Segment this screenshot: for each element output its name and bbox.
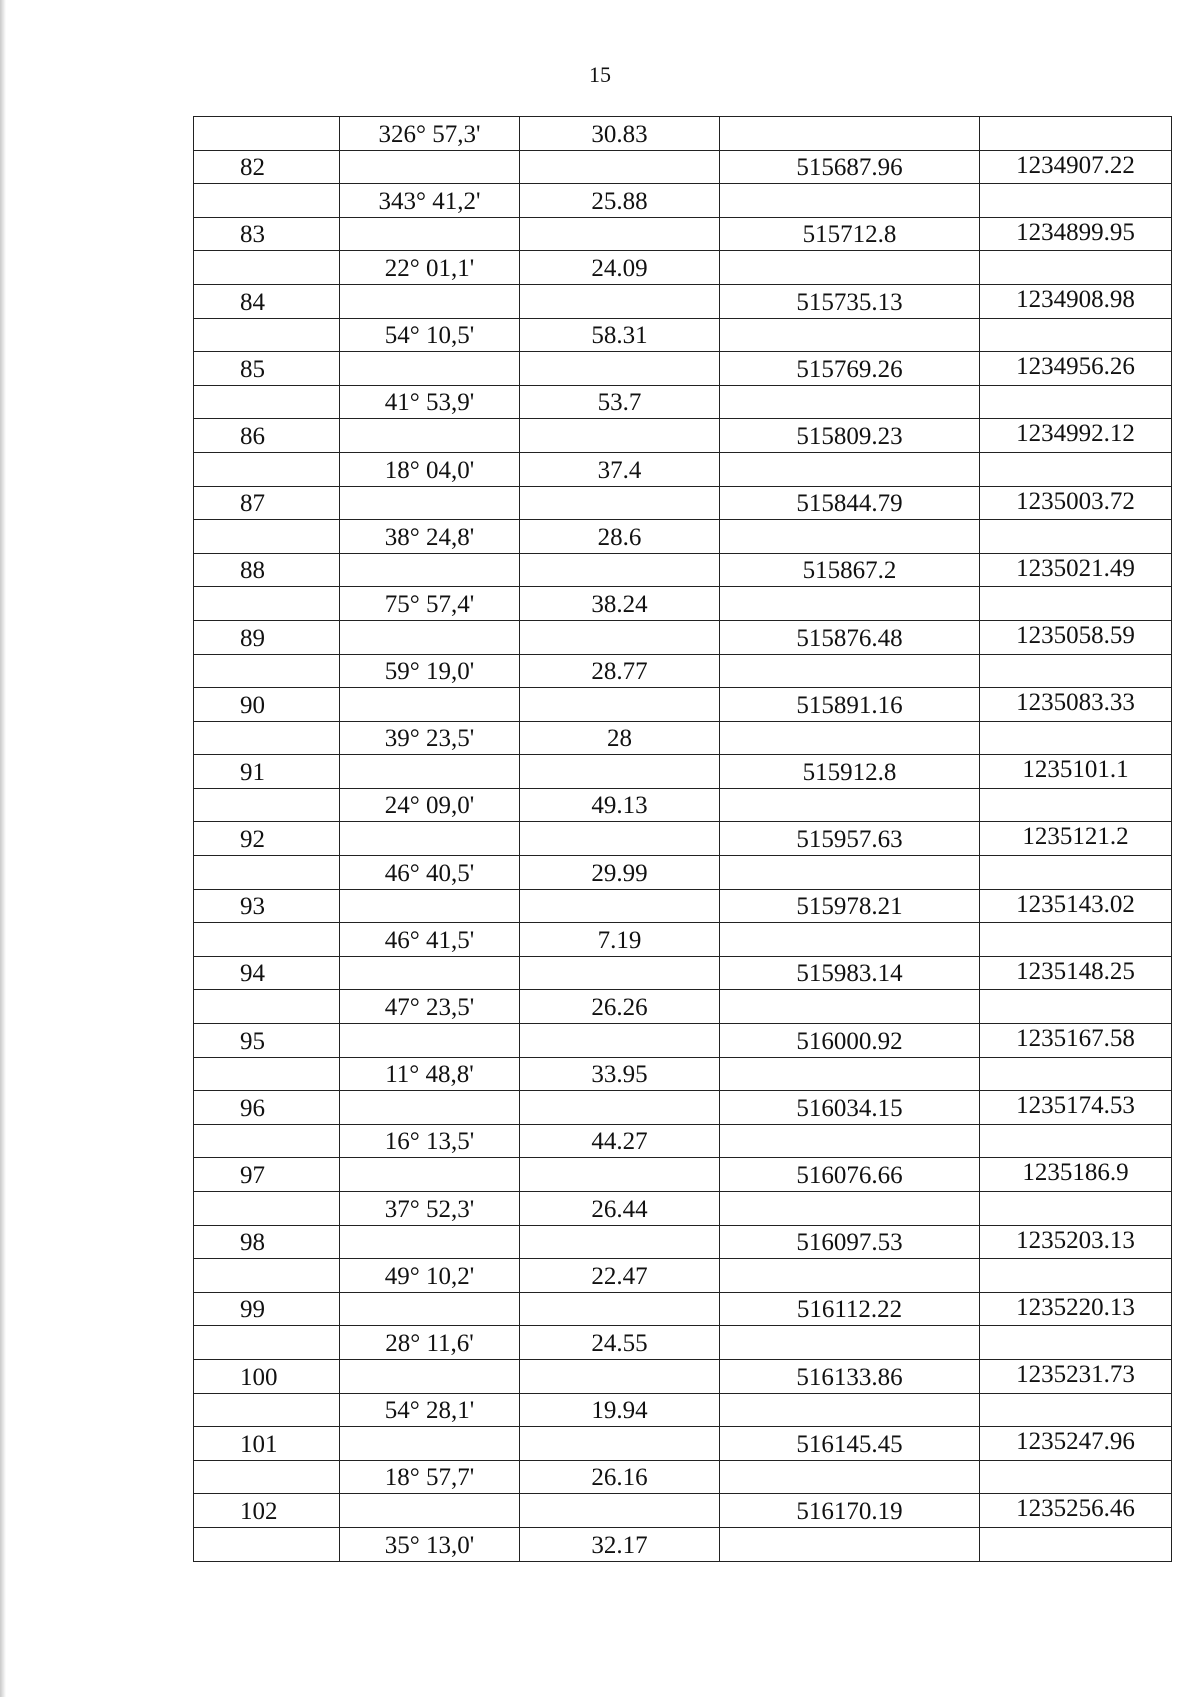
table-body [194,117,1172,1562]
x-coordinate-cell: 516034.15 [720,1091,980,1125]
x-coordinate-cell [720,654,980,688]
point-number-cell [194,520,340,554]
direction-angle-cell [340,1024,520,1058]
table-row [194,1393,1172,1427]
direction-angle-cell: 54° 10,5' [340,318,520,352]
point-number-cell: 87 [194,486,340,520]
x-coordinate-cell [720,990,980,1024]
direction-angle-cell: 54° 28,1' [340,1393,520,1427]
x-coordinate-cell: 516112.22 [720,1292,980,1326]
y-coordinate-cell [980,1527,1172,1561]
point-number-cell: 100 [194,1359,340,1393]
y-coordinate-cell: 1234908.98 [980,284,1172,318]
x-coordinate-cell [720,1326,980,1360]
page-number: 15 [589,62,611,87]
y-coordinate-cell [980,587,1172,621]
distance-cell: 28.6 [520,520,720,554]
y-coordinate-cell [980,654,1172,688]
table-row [194,990,1172,1024]
distance-cell [520,620,720,654]
table-row [194,889,1172,923]
distance-cell: 53.7 [520,385,720,419]
y-coordinate-cell: 1235186.9 [980,1158,1172,1192]
y-coordinate-cell: 1234907.22 [980,150,1172,184]
direction-angle-cell: 38° 24,8' [340,520,520,554]
y-coordinate-cell [980,318,1172,352]
point-number-cell [194,654,340,688]
direction-angle-cell [340,1427,520,1461]
x-coordinate-cell [720,923,980,957]
table-row [194,1057,1172,1091]
point-number-cell [194,788,340,822]
point-number-cell [194,1393,340,1427]
distance-cell: 25.88 [520,184,720,218]
distance-cell: 22.47 [520,1259,720,1293]
point-number-cell [194,318,340,352]
x-coordinate-cell: 515844.79 [720,486,980,520]
point-number-cell [194,452,340,486]
point-number-cell: 93 [194,889,340,923]
table-row [194,721,1172,755]
distance-cell: 28 [520,721,720,755]
point-number-cell [194,923,340,957]
table-row [194,1158,1172,1192]
point-number-cell: 102 [194,1494,340,1528]
point-number-cell [194,1057,340,1091]
table-row [194,688,1172,722]
distance-cell [520,419,720,453]
direction-angle-cell [340,419,520,453]
y-coordinate-cell: 1235231.73 [980,1359,1172,1393]
direction-angle-cell: 16° 13,5' [340,1124,520,1158]
distance-cell: 49.13 [520,788,720,822]
x-coordinate-cell: 515735.13 [720,284,980,318]
direction-angle-cell [340,1494,520,1528]
point-number-cell: 92 [194,822,340,856]
x-coordinate-cell: 516097.53 [720,1225,980,1259]
distance-cell [520,1024,720,1058]
distance-cell: 26.44 [520,1192,720,1226]
x-coordinate-cell [720,856,980,890]
distance-cell: 19.94 [520,1393,720,1427]
distance-cell: 33.95 [520,1057,720,1091]
table-row [194,150,1172,184]
y-coordinate-cell: 1234956.26 [980,352,1172,386]
direction-angle-cell: 326° 57,3' [340,117,520,151]
direction-angle-cell [340,486,520,520]
direction-angle-cell [340,1091,520,1125]
point-number-cell [194,1124,340,1158]
x-coordinate-cell [720,117,980,151]
distance-cell [520,1225,720,1259]
table-row [194,822,1172,856]
point-number-cell: 89 [194,620,340,654]
table-row [194,352,1172,386]
y-coordinate-cell: 1235203.13 [980,1225,1172,1259]
x-coordinate-cell: 515867.2 [720,553,980,587]
direction-angle-cell: 343° 41,2' [340,184,520,218]
table-row [194,184,1172,218]
x-coordinate-cell [720,184,980,218]
distance-cell: 26.26 [520,990,720,1024]
y-coordinate-cell [980,1057,1172,1091]
direction-angle-cell [340,889,520,923]
distance-cell: 38.24 [520,587,720,621]
x-coordinate-cell: 515876.48 [720,620,980,654]
direction-angle-cell: 18° 57,7' [340,1460,520,1494]
scan-edge-shadow [0,0,6,1697]
direction-angle-cell [340,217,520,251]
y-coordinate-cell [980,721,1172,755]
direction-angle-cell: 46° 41,5' [340,923,520,957]
table-row [194,587,1172,621]
distance-cell [520,1158,720,1192]
point-number-cell: 90 [194,688,340,722]
y-coordinate-cell: 1235083.33 [980,688,1172,722]
x-coordinate-cell [720,587,980,621]
point-number-cell: 82 [194,150,340,184]
y-coordinate-cell [980,117,1172,151]
table-row [194,1225,1172,1259]
direction-angle-cell: 59° 19,0' [340,654,520,688]
table-row [194,284,1172,318]
point-number-cell [194,184,340,218]
distance-cell [520,822,720,856]
x-coordinate-cell [720,1393,980,1427]
table-row [194,251,1172,285]
x-coordinate-cell [720,788,980,822]
point-number-cell [194,117,340,151]
distance-cell [520,956,720,990]
x-coordinate-cell [720,1460,980,1494]
x-coordinate-cell [720,721,980,755]
distance-cell: 7.19 [520,923,720,957]
x-coordinate-cell: 515891.16 [720,688,980,722]
y-coordinate-cell: 1235220.13 [980,1292,1172,1326]
table-row [194,1494,1172,1528]
direction-angle-cell: 24° 09,0' [340,788,520,822]
direction-angle-cell: 39° 23,5' [340,721,520,755]
y-coordinate-cell: 1235174.53 [980,1091,1172,1125]
table-row [194,755,1172,789]
y-coordinate-cell: 1235021.49 [980,553,1172,587]
direction-angle-cell: 35° 13,0' [340,1527,520,1561]
y-coordinate-cell: 1235143.02 [980,889,1172,923]
coordinates-table-container [193,116,1171,1562]
table-row [194,553,1172,587]
table-row [194,117,1172,151]
direction-angle-cell [340,150,520,184]
y-coordinate-cell [980,1124,1172,1158]
y-coordinate-cell: 1235167.58 [980,1024,1172,1058]
table-row [194,1359,1172,1393]
x-coordinate-cell: 515983.14 [720,956,980,990]
table-row [194,1527,1172,1561]
x-coordinate-cell [720,251,980,285]
x-coordinate-cell: 515912.8 [720,755,980,789]
x-coordinate-cell [720,318,980,352]
direction-angle-cell [340,822,520,856]
x-coordinate-cell: 516076.66 [720,1158,980,1192]
point-number-cell [194,1326,340,1360]
table-row [194,1427,1172,1461]
y-coordinate-cell: 1235058.59 [980,620,1172,654]
distance-cell [520,889,720,923]
distance-cell: 30.83 [520,117,720,151]
y-coordinate-cell: 1235101.1 [980,755,1172,789]
direction-angle-cell [340,688,520,722]
direction-angle-cell: 18° 04,0' [340,452,520,486]
y-coordinate-cell: 1235121.2 [980,822,1172,856]
point-number-cell [194,856,340,890]
direction-angle-cell [340,1359,520,1393]
direction-angle-cell [340,1158,520,1192]
table-row [194,419,1172,453]
point-number-cell: 88 [194,553,340,587]
y-coordinate-cell [980,923,1172,957]
x-coordinate-cell [720,452,980,486]
table-row [194,385,1172,419]
x-coordinate-cell [720,1527,980,1561]
direction-angle-cell: 28° 11,6' [340,1326,520,1360]
x-coordinate-cell: 515809.23 [720,419,980,453]
direction-angle-cell: 46° 40,5' [340,856,520,890]
table-row [194,1292,1172,1326]
y-coordinate-cell: 1235256.46 [980,1494,1172,1528]
distance-cell [520,217,720,251]
direction-angle-cell [340,956,520,990]
table-row [194,520,1172,554]
distance-cell [520,352,720,386]
distance-cell [520,1427,720,1461]
table-row [194,1192,1172,1226]
y-coordinate-cell: 1235247.96 [980,1427,1172,1461]
distance-cell [520,553,720,587]
direction-angle-cell: 41° 53,9' [340,385,520,419]
x-coordinate-cell: 516000.92 [720,1024,980,1058]
point-number-cell [194,587,340,621]
y-coordinate-cell [980,788,1172,822]
point-number-cell: 94 [194,956,340,990]
x-coordinate-cell [720,1192,980,1226]
x-coordinate-cell: 515957.63 [720,822,980,856]
y-coordinate-cell: 1234899.95 [980,217,1172,251]
point-number-cell: 95 [194,1024,340,1058]
table-row [194,1124,1172,1158]
distance-cell [520,1091,720,1125]
x-coordinate-cell [720,520,980,554]
point-number-cell: 97 [194,1158,340,1192]
table-row [194,1460,1172,1494]
y-coordinate-cell [980,184,1172,218]
distance-cell [520,688,720,722]
distance-cell [520,1494,720,1528]
table-row [194,318,1172,352]
x-coordinate-cell [720,385,980,419]
table-row [194,217,1172,251]
y-coordinate-cell [980,385,1172,419]
direction-angle-cell [340,1292,520,1326]
point-number-cell [194,1460,340,1494]
y-coordinate-cell [980,520,1172,554]
direction-angle-cell: 37° 52,3' [340,1192,520,1226]
x-coordinate-cell: 516170.19 [720,1494,980,1528]
distance-cell [520,486,720,520]
y-coordinate-cell: 1235003.72 [980,486,1172,520]
x-coordinate-cell [720,1124,980,1158]
direction-angle-cell: 49° 10,2' [340,1259,520,1293]
direction-angle-cell: 47° 23,5' [340,990,520,1024]
distance-cell [520,755,720,789]
point-number-cell [194,251,340,285]
y-coordinate-cell [980,452,1172,486]
distance-cell: 58.31 [520,318,720,352]
point-number-cell: 85 [194,352,340,386]
point-number-cell [194,721,340,755]
table-row [194,1024,1172,1058]
y-coordinate-cell [980,990,1172,1024]
x-coordinate-cell [720,1259,980,1293]
point-number-cell: 83 [194,217,340,251]
direction-angle-cell: 22° 01,1' [340,251,520,285]
table-row [194,452,1172,486]
distance-cell: 29.99 [520,856,720,890]
point-number-cell: 84 [194,284,340,318]
direction-angle-cell: 11° 48,8' [340,1057,520,1091]
table-row [194,1326,1172,1360]
x-coordinate-cell: 515978.21 [720,889,980,923]
distance-cell: 28.77 [520,654,720,688]
distance-cell: 24.55 [520,1326,720,1360]
direction-angle-cell [340,553,520,587]
direction-angle-cell [340,284,520,318]
point-number-cell: 91 [194,755,340,789]
distance-cell [520,150,720,184]
distance-cell [520,284,720,318]
table-row [194,1091,1172,1125]
table-row [194,486,1172,520]
table-row [194,923,1172,957]
distance-cell [520,1292,720,1326]
distance-cell: 32.17 [520,1527,720,1561]
x-coordinate-cell: 515769.26 [720,352,980,386]
point-number-cell [194,385,340,419]
point-number-cell: 101 [194,1427,340,1461]
y-coordinate-cell: 1234992.12 [980,419,1172,453]
table-row [194,856,1172,890]
table-row [194,654,1172,688]
point-number-cell [194,1259,340,1293]
point-number-cell: 96 [194,1091,340,1125]
x-coordinate-cell [720,1057,980,1091]
direction-angle-cell [340,352,520,386]
y-coordinate-cell [980,1393,1172,1427]
x-coordinate-cell: 516145.45 [720,1427,980,1461]
y-coordinate-cell [980,856,1172,890]
y-coordinate-cell: 1235148.25 [980,956,1172,990]
y-coordinate-cell [980,251,1172,285]
distance-cell: 24.09 [520,251,720,285]
table-row [194,956,1172,990]
point-number-cell [194,1192,340,1226]
table-row [194,620,1172,654]
point-number-cell: 98 [194,1225,340,1259]
table-row [194,788,1172,822]
distance-cell: 44.27 [520,1124,720,1158]
direction-angle-cell [340,755,520,789]
x-coordinate-cell: 515687.96 [720,150,980,184]
x-coordinate-cell: 516133.86 [720,1359,980,1393]
distance-cell: 26.16 [520,1460,720,1494]
direction-angle-cell: 75° 57,4' [340,587,520,621]
point-number-cell: 86 [194,419,340,453]
x-coordinate-cell: 515712.8 [720,217,980,251]
distance-cell [520,1359,720,1393]
table-row [194,1259,1172,1293]
direction-angle-cell [340,1225,520,1259]
y-coordinate-cell [980,1460,1172,1494]
point-number-cell: 99 [194,1292,340,1326]
point-number-cell [194,990,340,1024]
y-coordinate-cell [980,1192,1172,1226]
y-coordinate-cell [980,1259,1172,1293]
coordinates-table [193,116,1172,1562]
point-number-cell [194,1527,340,1561]
direction-angle-cell [340,620,520,654]
distance-cell: 37.4 [520,452,720,486]
y-coordinate-cell [980,1326,1172,1360]
